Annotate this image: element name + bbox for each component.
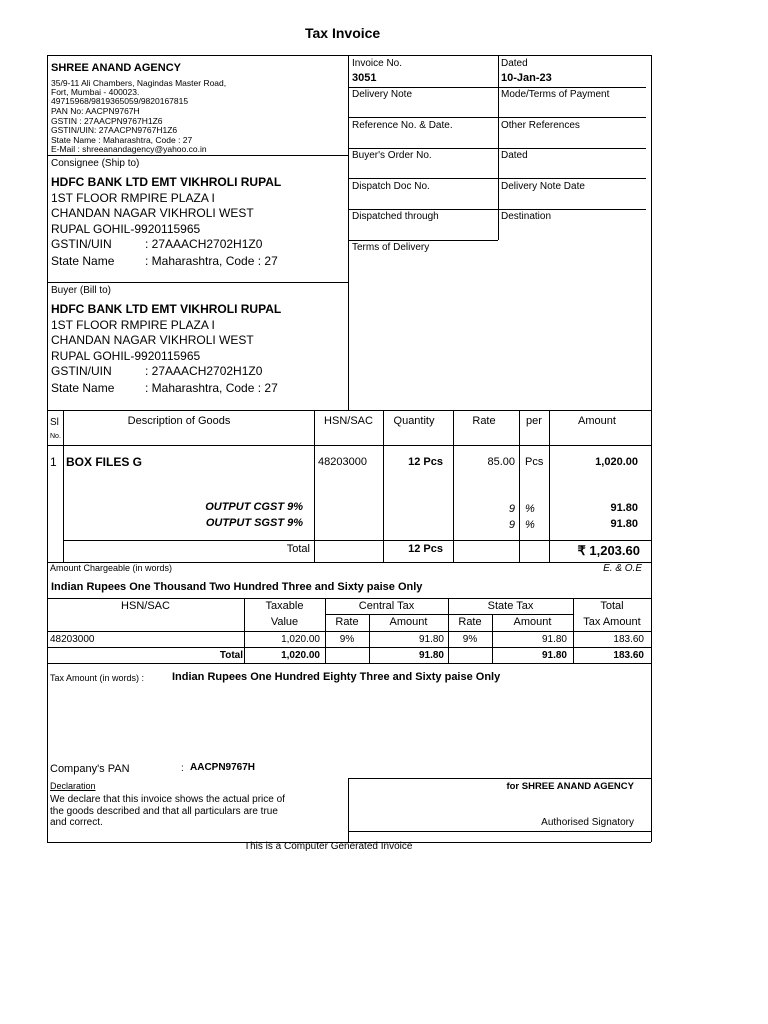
col-sl: Sl [50,417,59,428]
col-rate: Rate [472,415,496,427]
col-quantity: Quantity [393,415,435,427]
tax-words-label: Tax Amount (in words) : [50,673,145,683]
reference-label: Reference No. & Date. [352,120,453,131]
tax-total-c-amount: 91.80 [418,650,444,661]
tax-row-s-amount: 91.80 [541,634,567,645]
invoice-no-label: Invoice No. [352,58,403,69]
sgst-amount: 91.80 [610,518,638,530]
cgst-rate: 9 [508,503,515,515]
buyer-gstin-value: : 27AAACH2702H1Z0 [145,364,263,378]
consignee-gstin-label: GSTIN/UIN [51,237,112,251]
tax-row-hsn: 48203000 [50,634,95,645]
buyer-line2: CHANDAN NAGAR VIKHROLI WEST [51,333,254,347]
delivery-note-label: Delivery Note [352,89,413,100]
buyer-heading: Buyer (Bill to) [51,285,112,296]
item-sl: 1 [50,455,57,469]
seller-name: SHREE ANAND AGENCY [51,62,181,74]
page-title: Tax Invoice [305,25,381,41]
tax-col-state: State Tax [487,600,534,612]
tax-total-total: 183.60 [613,650,644,661]
tax-row-total: 183.60 [613,634,644,645]
buyers-order-label: Buyer's Order No. [352,150,432,161]
items-total-amount: ₹ 1,203.60 [577,543,640,558]
company-pan-label: Company's PAN [50,763,130,775]
buyer-line1: 1ST FLOOR RMPIRE PLAZA I [51,318,215,332]
col-per: per [526,415,542,427]
consignee-heading: Consignee (Ship to) [51,158,140,169]
buyer-state-value: : Maharashtra, Code : 27 [145,381,278,395]
cgst-label: OUTPUT CGST 9% [205,501,303,513]
tax-row-taxable: 1,020.00 [281,634,320,645]
company-pan-value: AACPN9767H [190,762,256,773]
col-description: Description of Goods [127,415,231,427]
frame-right [651,55,652,842]
tax-total-s-amount: 91.80 [541,650,567,661]
col-hsn: HSN/SAC [324,415,373,427]
tax-col-value: Value [270,616,299,628]
tax-total-taxable: 1,020.00 [281,650,320,661]
invoice-date: 10-Jan-23 [501,72,552,84]
items-total-qty: 12 Pcs [408,543,443,555]
consignee-state-label: State Name [51,254,115,268]
tax-col-central-rate: Rate [335,616,359,628]
sgst-label: OUTPUT SGST 9% [205,517,303,529]
col-amount: Amount [578,415,616,427]
invoice-no: 3051 [352,72,377,84]
company-pan-sep: : [181,763,184,774]
declaration-line1: We declare that this invoice shows the actual price of [50,794,285,805]
delivery-note-date-label: Delivery Note Date [501,181,585,192]
authorised-signatory: Authorised Signatory [541,817,634,828]
items-total-label: Total [286,543,310,555]
item-hsn: 48203000 [318,456,367,468]
item-rate: 85.00 [487,456,515,468]
tax-col-state-rate: Rate [458,616,482,628]
item-quantity: 12 Pcs [408,456,443,468]
tax-row-s-rate: 9% [462,634,478,645]
frame-top [47,55,651,56]
declaration-line3: and correct. [50,817,103,828]
sgst-rate: 9 [508,519,515,531]
buyer-line3: RUPAL GOHIL-9920115965 [51,349,201,363]
frame-left [47,55,48,842]
tax-col-state-amount: Amount [513,616,552,628]
tax-col-hsn: HSN/SAC [121,600,170,612]
amount-words-label: Amount Chargeable (in words) [50,563,173,573]
seller-phones: 49715968/9819365059/9820167815 [51,96,189,106]
dispatch-doc-label: Dispatch Doc No. [352,181,430,192]
other-references-label: Other References [501,120,580,131]
tax-total-label: Total [219,650,243,661]
buyer-gstin-label: GSTIN/UIN [51,364,112,378]
tax-col-taxable: Taxable [265,600,304,612]
seller-address2: Fort, Mumbai - 400023. [51,87,140,97]
sgst-per: % [525,519,535,531]
col-sl-no: No. [50,433,61,440]
seller-email: E-Mail : shreeanandagency@yahoo.co.in [51,144,207,154]
cgst-amount: 91.80 [610,502,638,514]
for-company: for SHREE ANAND AGENCY [506,781,634,792]
tax-col-central: Central Tax [358,600,415,612]
consignee-line2: CHANDAN NAGAR VIKHROLI WEST [51,206,254,220]
seller-gstin-uin: GSTIN/UIN: 27AACPN9767H1Z6 [51,125,178,135]
dispatched-through-label: Dispatched through [352,211,439,222]
eoe-note: E. & O.E [603,563,642,574]
consignee-gstin-value: : 27AAACH2702H1Z0 [145,237,263,251]
destination-label: Destination [501,211,552,222]
consignee-name: HDFC BANK LTD EMT VIKHROLI RUPAL [51,175,282,189]
declaration-heading: Declaration [50,781,96,791]
item-description: BOX FILES G [66,455,143,469]
tax-col-total-amount: Tax Amount [583,616,641,628]
tax-col-total: Total [600,600,624,612]
tax-words-text: Indian Rupees One Hundred Eighty Three and Sixty paise Only [172,671,501,683]
seller-address1: 35/9-11 Ali Chambers, Nagindas Master Road, [51,78,227,88]
buyer-state-label: State Name [51,381,115,395]
terms-delivery-label: Terms of Delivery [352,242,430,253]
dated2-label: Dated [501,150,528,161]
item-per: Pcs [525,456,544,468]
cgst-per: % [525,503,535,515]
amount-words-text: Indian Rupees One Thousand Two Hundred Three and Sixty paise Only [51,581,423,593]
tax-row-c-rate: 9% [339,634,355,645]
seller-state: State Name : Maharashtra, Code : 27 [51,135,193,145]
consignee-line1: 1ST FLOOR RMPIRE PLAZA I [51,191,215,205]
seller-gstin: GSTIN : 27AACPN9767H1Z6 [51,116,163,126]
consignee-state-value: : Maharashtra, Code : 27 [145,254,278,268]
mode-terms-label: Mode/Terms of Payment [501,89,610,100]
consignee-line3: RUPAL GOHIL-9920115965 [51,222,201,236]
buyer-name: HDFC BANK LTD EMT VIKHROLI RUPAL [51,302,282,316]
seller-pan: PAN No: AACPN9767H [51,106,140,116]
tax-col-central-amount: Amount [389,616,428,628]
item-amount: 1,020.00 [595,456,638,468]
tax-row-c-amount: 91.80 [418,634,444,645]
computer-generated-note: This is a Computer Generated Invoice [244,841,413,852]
declaration-line2: the goods described and that all particulars are true [50,806,278,817]
dated-label: Dated [501,58,528,69]
